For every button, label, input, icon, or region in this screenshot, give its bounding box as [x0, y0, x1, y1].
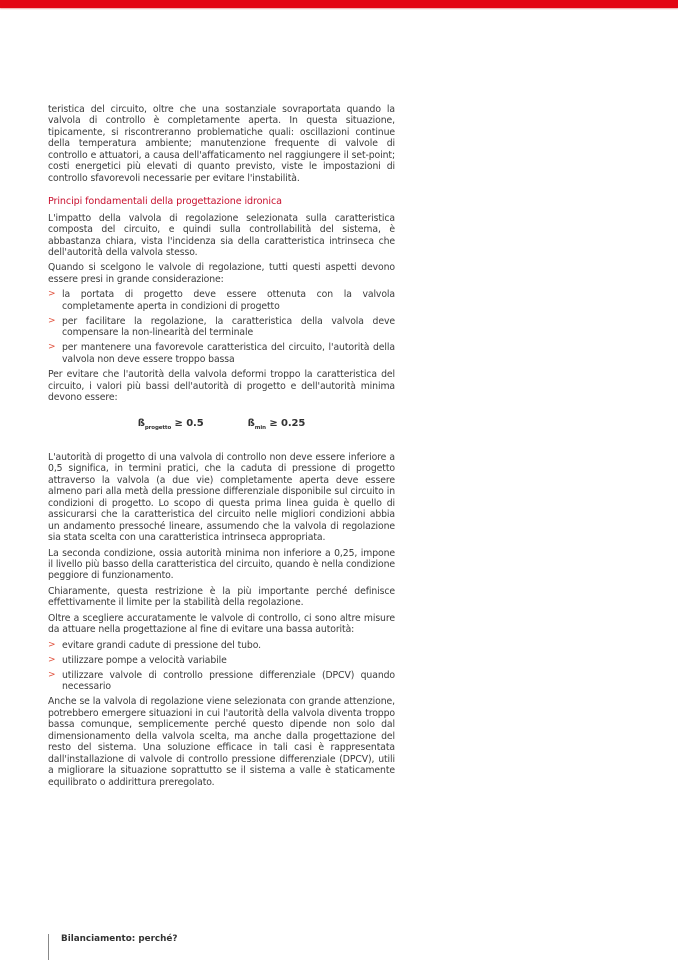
- beta-symbol: ß: [247, 418, 255, 430]
- page-footer: [48, 934, 178, 960]
- list-item: [48, 316, 395, 339]
- list-item-text: la portata di progetto deve essere ottenuta con la valvola completamente aperta in condizioni di progetto: [62, 289, 395, 312]
- paragraph-dpcv-solution: Anche se la valvola di regolazione viene selezionata con grande attenzione, potrebbero emergere situazioni in cui l'autorità della valvola diventa troppo bassa comunque, semplicemente perché questo dipende non solo dal dimensionamento della valvola scelta, ma anche dalla progettazione del resto del sistema. Una soluzione efficace in tali casi è rappresentata dall'installazione di valvole di controllo pressione differenziale (DPCV), utili a migliorare la situazione soprattutto se il sistema a valle è staticamente equilibrato o addirittura preregolato.: [48, 696, 395, 788]
- chevron-right-icon: >: [48, 342, 56, 353]
- formula-relation: ≥ 0.5: [171, 418, 204, 430]
- paragraph-authority-limits: Per evitare che l'autorità della valvola deformi troppo la caratteristica del circuito, i valori più bassi dell'autorità di progetto e dell'autorità minima devono essere:: [48, 369, 395, 403]
- list-item: [48, 655, 395, 666]
- paragraph-impact: L'impatto della valvola di regolazione selezionata sulla caratteristica composta del circuito, e quindi sulla controllabilità del sistema, è abbastanza chiara, vista l'incidenza sia della caratteristica intrinseca che dell'autorità della valvola stesso.: [48, 212, 395, 258]
- beta-symbol: ß: [137, 418, 145, 430]
- list-item-text: utilizzare valvole di controllo pressione differenziale (DPCV) quando necessario: [62, 669, 395, 693]
- formula-relation: ≥ 0.25: [265, 418, 306, 430]
- chevron-right-icon: >: [48, 654, 56, 665]
- list-item-text: utilizzare pompe a velocità variabile: [62, 654, 227, 666]
- list-item: [48, 342, 395, 365]
- list-item: [48, 640, 395, 651]
- paragraph-other-measures: Oltre a scegliere accuratamente le valvole di controllo, ci sono altre misure da attuare nella progettazione al fine di evitare una bassa autorità:: [48, 612, 395, 636]
- formula-min-authority: [248, 418, 306, 434]
- paragraph-design-authority: L'autorità di progetto di una valvola di controllo non deve essere inferiore a 0,5 significa, in termini pratici, che la caduta di pressione di progetto attraverso la valvola (a due vie) completamente aperta deve essere almeno pari alla metà della pressione differenziale disponibile sul circuito in condizioni di progetto. Lo scopo di questa prima linea guida è quello di assicurarsi che la caratteristica del circuito nelle migliori condizioni abbia un andamento pressoché lineare, assumendo che la valvola di regolazione sia stata scelta con una caratteristica intrinseca appropriata.: [48, 451, 395, 544]
- authority-formula: [48, 418, 395, 434]
- list-item: [48, 289, 395, 312]
- formula-subscript: progetto: [144, 425, 172, 432]
- paragraph-selection: Quando si scelgono le valvole di regolazione, tutti questi aspetti devono essere presi in grande considerazione:: [48, 262, 395, 285]
- chevron-right-icon: >: [48, 289, 56, 300]
- formula-subscript: min: [254, 425, 266, 432]
- measures-list: [48, 640, 395, 693]
- chevron-right-icon: >: [48, 315, 56, 326]
- list-item-text: evitare grandi cadute di pressione del tubo.: [62, 639, 261, 651]
- chevron-right-icon: >: [48, 669, 56, 680]
- formula-design-authority: [138, 418, 204, 434]
- paragraph-intro-continuation: teristica del circuito, oltre che una sostanziale sovraportata quando la valvola di controllo è completamente aperta. In questa situazione, tipicamente, si riscontreranno problematiche quali: oscillazioni continue della temperatura ambiente; manutenzione frequente di valvole di controllo e attuatori, a causa dell'affaticamento nel raggiungere il set-point; costi energetici più elevati di quanto previsto, viste le impostazioni di controllo sfavorevoli necessarie per evitare l'instabilità.: [48, 104, 395, 184]
- top-accent-bar: [0, 0, 678, 8]
- list-item: [48, 670, 395, 693]
- section-heading: Principi fondamentali della progettazione idronica: [48, 196, 282, 208]
- paragraph-restriction: Chiaramente, questa restrizione è la più importante perché definisce effettivamente il limite per la stabilità della regolazione.: [48, 585, 395, 609]
- paragraph-second-condition: La seconda condizione, ossia autorità minima non inferiore a 0,25, impone il livello più basso della caratteristica del circuito, quando è nella condizione peggiore di funzionamento.: [48, 547, 395, 582]
- footer-title: Bilanciamento: perché?: [61, 934, 178, 944]
- list-item-text: per mantenere una favorevole caratteristica del circuito, l'autorità della valvola non deve essere troppo bassa: [62, 342, 395, 365]
- list-item-text: per facilitare la regolazione, la caratteristica della valvola deve compensare la non-linearità del terminale: [62, 315, 395, 339]
- document-body: [48, 104, 395, 792]
- design-requirements-list: [48, 289, 395, 365]
- chevron-right-icon: >: [48, 639, 56, 650]
